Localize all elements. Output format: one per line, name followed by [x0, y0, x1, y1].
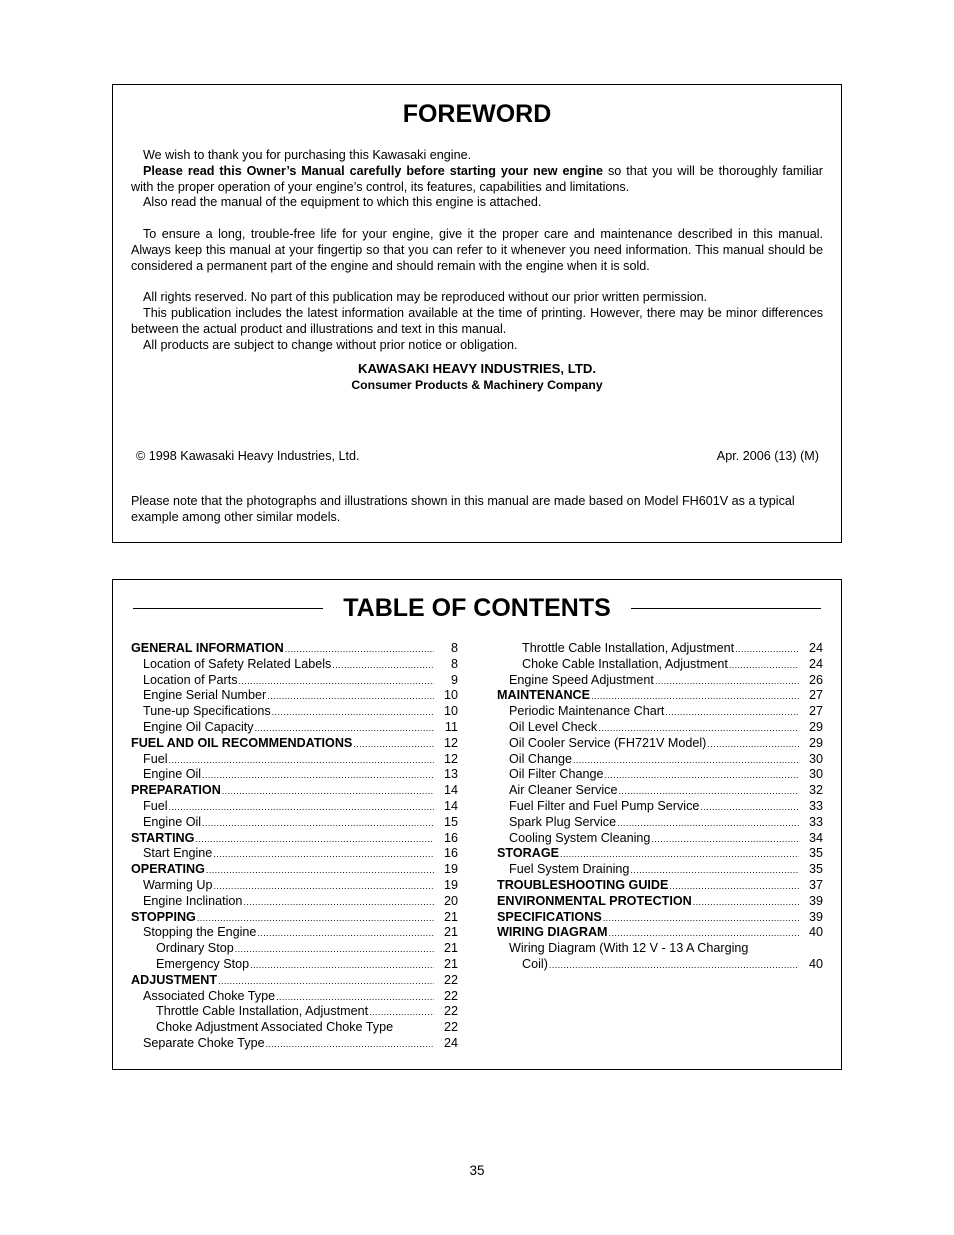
toc-entry-page: 12	[443, 751, 458, 766]
toc-entry	[131, 846, 458, 862]
foreword-care-paragraph: To ensure a long, trouble-free life for your engine, give it the proper care and maintenance described in this manual. Always keep this manual at your fingertip so that you can refer to it whenever you need information. This manual should be considered a permanent part of the engine and should remain with the engine when it is sold.	[131, 226, 823, 273]
toc-entry-leader	[267, 689, 434, 705]
toc-entry-leader	[560, 847, 799, 863]
toc-entry-label: Start Engine	[143, 846, 213, 861]
toc-entry-page: 14	[443, 798, 458, 813]
toc-entry-leader	[605, 768, 800, 784]
toc-entry	[131, 910, 458, 926]
toc-entry-label: Emergency Stop	[156, 956, 250, 971]
toc-title: TABLE OF CONTENTS	[343, 594, 611, 622]
toc-entry	[131, 657, 458, 673]
toc-entry-leader	[202, 816, 434, 832]
toc-entry	[497, 720, 823, 736]
toc-entry-label: Ordinary Stop	[156, 941, 234, 956]
toc-entry-leader	[235, 942, 434, 958]
toc-entry-page: 37	[808, 877, 823, 892]
toc-entry-leader	[285, 642, 434, 658]
toc-entry-page: 11	[444, 719, 458, 734]
toc-entry	[131, 941, 458, 957]
toc-entry-label: MAINTENANCE	[497, 688, 591, 703]
toc-entry-page: 8	[450, 641, 458, 655]
toc-entry-page: 39	[808, 893, 823, 908]
toc-entry-leader	[549, 958, 799, 974]
toc-entry	[131, 989, 458, 1005]
foreword-note	[131, 494, 823, 526]
copyright-text: © 1998 Kawasaki Heavy Industries, Ltd.	[136, 449, 360, 463]
toc-entry-leader	[603, 911, 799, 927]
toc-entry-leader	[353, 737, 434, 753]
toc-entry	[131, 673, 458, 689]
toc-title-row	[133, 594, 821, 623]
toc-entry-leader	[735, 642, 799, 658]
toc-entry-leader	[214, 879, 434, 895]
toc-entry-label: Cooling System Cleaning	[509, 830, 651, 845]
copyright-row	[136, 449, 819, 463]
toc-entry	[497, 641, 823, 657]
toc-entry-page: 29	[808, 735, 823, 750]
foreword-note-text: Please note that the photographs and illustrations shown in this manual are made based on Model FH601V as a typical example among other similar models.	[131, 494, 795, 524]
foreword-read-manual	[131, 164, 823, 196]
toc-entry-leader	[266, 1037, 434, 1053]
toc-entry-page: 39	[808, 909, 823, 924]
toc-entry	[131, 799, 458, 815]
foreword-title: FOREWORD	[402, 100, 552, 128]
toc-entry-label: Engine Oil Capacity	[143, 719, 254, 734]
foreword-read-manual-rest: so that you will be thoroughly familiar with the proper operation of your engine’s control, its features, capabilities and limitations.	[131, 163, 824, 194]
toc-entry	[131, 767, 458, 783]
toc-entry-label: Air Cleaner Service	[509, 783, 618, 798]
toc-entry	[497, 846, 823, 862]
toc-entry	[497, 657, 823, 673]
toc-entry-page: 30	[808, 767, 823, 782]
toc-entry-label: Location of Safety Related Labels	[143, 656, 332, 671]
toc-entry-page: 22	[443, 1004, 458, 1019]
toc-entry-label: Throttle Cable Installation, Adjustment	[156, 1004, 369, 1019]
toc-entry-label: Engine Oil	[143, 814, 202, 829]
toc-entry-label: Warming Up	[143, 877, 213, 892]
company-name: KAWASAKI HEAVY INDUSTRIES, LTD.	[357, 361, 597, 377]
foreword-read-manual-bold: Please read this Owner’s Manual carefully before starting your new engine	[143, 163, 604, 178]
toc-entry-label: Spark Plug Service	[509, 814, 617, 829]
toc-entry-leader	[707, 737, 799, 753]
toc-entry-label: Engine Oil	[143, 767, 202, 782]
toc-entry-leader	[591, 689, 799, 705]
toc-entry-page: 35	[808, 862, 823, 877]
toc-entry	[497, 673, 823, 689]
toc-entry-leader	[255, 721, 434, 737]
toc-entry-label: ENVIRONMENTAL PROTECTION	[497, 893, 692, 908]
foreword-thanks: We wish to thank you for purchasing this Kawasaki engine.	[143, 148, 472, 162]
toc-entry-page: 33	[808, 814, 823, 829]
toc-entry-leader	[651, 832, 799, 848]
toc-entry	[131, 752, 458, 768]
foreword-latest-info: This publication includes the latest information available at the time of printing. However, there may be minor differences between the actual product and illustrations and text in this manual.	[131, 305, 823, 336]
toc-entry	[131, 1036, 458, 1052]
toc-entry-page: 27	[808, 688, 823, 703]
toc-entry-label: Associated Choke Type	[143, 988, 276, 1003]
toc-entry-label: Coil)	[522, 956, 548, 971]
toc-entry	[497, 862, 823, 878]
toc-entry-page: 24	[808, 656, 823, 671]
foreword-equipment-manual: Also read the manual of the equipment to which this engine is attached.	[143, 195, 542, 210]
toc-entry	[131, 720, 458, 736]
toc-right-column	[497, 641, 823, 973]
toc-entry	[131, 862, 458, 878]
toc-left-column	[131, 641, 458, 1052]
toc-entry-leader	[243, 895, 434, 911]
toc-entry	[497, 799, 823, 815]
toc-entry-label: Location of Parts	[143, 672, 238, 687]
toc-entry-label: Fuel Filter and Fuel Pump Service	[509, 798, 700, 813]
toc-entry-page: 15	[443, 814, 458, 829]
toc-entry	[131, 925, 458, 941]
company-block	[131, 361, 823, 393]
toc-entry-page: 21	[443, 909, 458, 924]
toc-entry	[497, 752, 823, 768]
toc-entry-label: Fuel	[143, 751, 168, 766]
toc-entry	[131, 957, 458, 973]
foreword-subject-to-change: All products are subject to change without prior notice or obligation.	[143, 337, 518, 352]
toc-entry-label: OPERATING	[131, 862, 205, 877]
toc-entry-label: GENERAL INFORMATION	[131, 641, 284, 655]
toc-entry	[497, 831, 823, 847]
toc-entry-page: 40	[808, 925, 823, 940]
toc-entry-page: 26	[808, 672, 823, 687]
toc-entry	[497, 815, 823, 831]
toc-entry-page: 16	[443, 830, 458, 845]
company-division: Consumer Products & Machinery Company	[351, 378, 603, 393]
toc-entry-label: Fuel	[143, 798, 168, 813]
toc-rule-right	[631, 608, 821, 609]
toc-entry-leader	[332, 658, 434, 674]
toc-entry-page: 35	[808, 846, 823, 861]
toc-entry-label: FUEL AND OIL RECOMMENDATIONS	[131, 735, 353, 750]
toc-entry-page: 14	[443, 783, 458, 798]
toc-entry-label: Oil Change	[509, 751, 573, 766]
toc-entry	[131, 704, 458, 720]
toc-entry-page: 8	[450, 656, 458, 671]
toc-entry	[497, 688, 823, 704]
toc-entry-page: 22	[443, 972, 458, 987]
toc-entry-leader	[197, 911, 434, 927]
toc-entry-page: 19	[443, 877, 458, 892]
toc-entry	[131, 894, 458, 910]
toc-entry-page: 30	[808, 751, 823, 766]
toc-entry-page: 21	[443, 956, 458, 971]
toc-entry-leader	[369, 1005, 434, 1021]
toc-entry-page: 20	[443, 893, 458, 908]
toc-entry-page: 32	[808, 783, 823, 798]
toc-entry-label: STOPPING	[131, 909, 196, 924]
toc-entry-page: 24	[443, 1035, 458, 1050]
toc-entry-page: 13	[443, 767, 458, 782]
toc-entry-label: Choke Adjustment Associated Choke Type	[156, 1020, 394, 1035]
toc-entry-label: Engine Speed Adjustment	[509, 672, 654, 687]
toc-entry-leader	[655, 674, 799, 690]
toc-entry-leader	[693, 895, 799, 911]
toc-entry-leader	[222, 784, 434, 800]
toc-entry-leader	[257, 926, 434, 942]
toc-entry-leader	[169, 753, 435, 769]
toc-entry-label: STORAGE	[497, 846, 560, 861]
toc-entry-leader	[276, 990, 434, 1006]
toc-entry	[131, 783, 458, 799]
toc-box	[112, 579, 842, 1070]
toc-entry-page: 10	[443, 688, 458, 703]
foreword-rights-reserved: All rights reserved. No part of this publication may be reproduced without our prior written permission.	[143, 290, 708, 305]
toc-entry	[131, 1004, 458, 1020]
page-number: 35	[469, 1163, 485, 1178]
toc-entry-label: Tune-up Specifications	[143, 704, 271, 719]
toc-entry-page: 21	[443, 925, 458, 940]
toc-entry-page: 24	[808, 641, 823, 655]
toc-entry-page: 22	[443, 988, 458, 1003]
toc-entry-page: 10	[443, 704, 458, 719]
toc-entry	[497, 783, 823, 799]
toc-entry-label: Engine Inclination	[143, 893, 243, 908]
toc-entry-page: 29	[808, 719, 823, 734]
toc-entry	[497, 957, 823, 973]
toc-entry-leader	[169, 800, 435, 816]
toc-entry	[131, 831, 458, 847]
toc-entry-leader	[573, 753, 799, 769]
toc-entry-label: WIRING DIAGRAM	[497, 925, 608, 940]
toc-entry	[131, 878, 458, 894]
toc-rule-left	[133, 608, 323, 609]
toc-entry-leader	[272, 705, 434, 721]
toc-entry-page: 12	[443, 735, 458, 750]
toc-entry-label: Fuel System Draining	[509, 862, 630, 877]
toc-entry-leader	[630, 863, 799, 879]
foreword-box	[112, 84, 842, 543]
toc-entry-page: 22	[443, 1020, 458, 1035]
foreword-body	[131, 148, 823, 393]
toc-entry	[497, 894, 823, 910]
toc-entry-page: 16	[443, 846, 458, 861]
toc-entry-page: 33	[808, 798, 823, 813]
toc-entry-label: STARTING	[131, 830, 195, 845]
toc-entry-label: ADJUSTMENT	[131, 972, 218, 987]
toc-entry-page: 34	[808, 830, 823, 845]
toc-entry-label: Stopping the Engine	[143, 925, 257, 940]
toc-entry-leader	[213, 847, 434, 863]
toc-entry-label: TROUBLESHOOTING GUIDE	[497, 877, 669, 892]
toc-entry	[131, 736, 458, 752]
toc-entry-page: 9	[450, 672, 458, 687]
toc-entry-label: Throttle Cable Installation, Adjustment	[522, 641, 735, 655]
toc-entry-leader	[195, 832, 434, 848]
toc-entry-leader	[700, 800, 799, 816]
toc-entry-leader	[617, 816, 799, 832]
toc-entry	[131, 973, 458, 989]
toc-entry-label: Oil Filter Change	[509, 767, 604, 782]
toc-entry-label: Choke Cable Installation, Adjustment	[522, 656, 728, 671]
toc-entry-label: Oil Level Check	[509, 719, 598, 734]
toc-entry-label: Engine Serial Number	[143, 688, 267, 703]
toc-entry	[131, 815, 458, 831]
toc-entry-leader	[202, 768, 434, 784]
toc-entry-leader	[239, 674, 434, 690]
toc-entry-page: 27	[808, 704, 823, 719]
toc-entry-leader	[250, 958, 434, 974]
toc-entry	[497, 736, 823, 752]
toc-entry	[131, 688, 458, 704]
toc-entry-leader	[619, 784, 800, 800]
toc-entry	[131, 1020, 458, 1036]
date-code: Apr. 2006 (13) (M)	[716, 449, 819, 463]
toc-entry-page: 19	[443, 862, 458, 877]
toc-entry-label: Oil Cooler Service (FH721V Model)	[509, 735, 707, 750]
toc-entry	[497, 704, 823, 720]
toc-entry-leader	[665, 705, 799, 721]
toc-entry	[497, 910, 823, 926]
toc-entry	[497, 925, 823, 941]
toc-entry-leader	[218, 974, 434, 990]
toc-entry-leader	[729, 658, 799, 674]
toc-entry	[497, 767, 823, 783]
toc-entry-page: 40	[808, 956, 823, 971]
toc-entry-label: Wiring Diagram (With 12 V - 13 A Charging	[509, 941, 749, 956]
toc-entry	[131, 641, 458, 657]
toc-entry-label: PREPARATION	[131, 783, 221, 798]
toc-entry-label: Separate Choke Type	[143, 1035, 265, 1050]
toc-entry-leader	[598, 721, 799, 737]
toc-entry-leader	[609, 926, 799, 942]
toc-entry-leader	[669, 879, 799, 895]
toc-entry-label: Periodic Maintenance Chart	[509, 704, 665, 719]
toc-entry	[497, 878, 823, 894]
toc-entry	[497, 941, 823, 957]
toc-entry-leader	[206, 863, 434, 879]
toc-entry-label: SPECIFICATIONS	[497, 909, 602, 924]
toc-entry-page: 21	[443, 941, 458, 956]
